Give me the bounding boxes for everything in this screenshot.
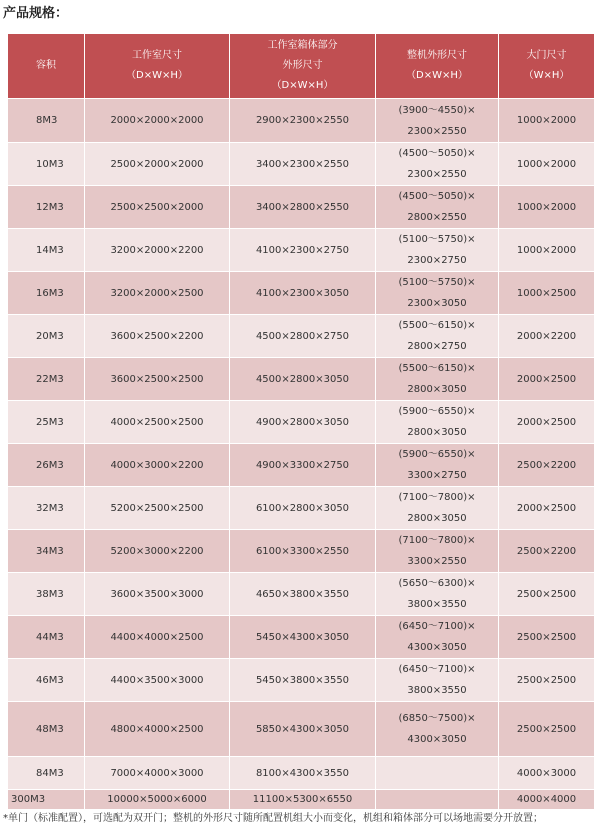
cell-capacity: 46M3 — [8, 659, 85, 702]
cell-work-size: 3600×2500×2500 — [85, 358, 230, 401]
table-row — [8, 444, 595, 487]
cell-box-size: 4650×3800×3550 — [230, 573, 376, 616]
cell-door-size: 2000×2200 — [499, 315, 595, 358]
cell-box-size: 5450×4300×3050 — [230, 616, 376, 659]
cell-box-size: 4900×2800×3050 — [230, 401, 376, 444]
cell-work-size: 3600×2500×2200 — [85, 315, 230, 358]
cell-door-size: 2500×2500 — [499, 702, 595, 757]
cell-whole-size: (5100～5750)× 2300×3050 — [376, 272, 499, 315]
cell-work-size: 3200×2000×2500 — [85, 272, 230, 315]
cell-door-size: 1000×2000 — [499, 229, 595, 272]
cell-door-size: 2000×2500 — [499, 358, 595, 401]
header-capacity: 容积 — [8, 34, 85, 99]
cell-capacity: 44M3 — [8, 616, 85, 659]
header-box-size: 工作室箱体部分 外形尺寸 （D×W×H） — [230, 34, 376, 99]
cell-box-size: 4900×3300×2750 — [230, 444, 376, 487]
cell-capacity: 12M3 — [8, 186, 85, 229]
cell-door-size: 2500×2500 — [499, 659, 595, 702]
cell-capacity: 34M3 — [8, 530, 85, 573]
table-row — [8, 401, 595, 444]
page-title: 产品规格： — [3, 6, 69, 21]
cell-door-size: 1000×2500 — [499, 272, 595, 315]
cell-door-size: 2500×2200 — [499, 530, 595, 573]
cell-whole-size: (5100～5750)× 2300×2750 — [376, 229, 499, 272]
cell-work-size: 4000×3000×2200 — [85, 444, 230, 487]
cell-capacity: 16M3 — [8, 272, 85, 315]
cell-capacity: 300M3 — [8, 790, 85, 810]
table-row — [8, 757, 595, 790]
cell-box-size: 5850×4300×3050 — [230, 702, 376, 757]
cell-capacity: 84M3 — [8, 757, 85, 790]
cell-work-size: 5200×2500×2500 — [85, 487, 230, 530]
cell-capacity: 20M3 — [8, 315, 85, 358]
cell-work-size: 4400×3500×3000 — [85, 659, 230, 702]
cell-whole-size: (5650～6300)× 3800×3550 — [376, 573, 499, 616]
cell-whole-size: (5900～6550)× 3300×2750 — [376, 444, 499, 487]
cell-box-size: 6100×2800×3050 — [230, 487, 376, 530]
cell-door-size: 2000×2500 — [499, 401, 595, 444]
cell-door-size: 2500×2500 — [499, 573, 595, 616]
table-row — [8, 186, 595, 229]
cell-capacity: 26M3 — [8, 444, 85, 487]
cell-capacity: 25M3 — [8, 401, 85, 444]
cell-work-size: 2500×2500×2000 — [85, 186, 230, 229]
spec-table — [7, 33, 595, 810]
cell-capacity: 14M3 — [8, 229, 85, 272]
cell-door-size: 1000×2000 — [499, 186, 595, 229]
header-whole-size: 整机外形尺寸 （D×W×H） — [376, 34, 499, 99]
cell-capacity: 22M3 — [8, 358, 85, 401]
header-work-size: 工作室尺寸 （D×W×H） — [85, 34, 230, 99]
cell-capacity: 10M3 — [8, 143, 85, 186]
cell-work-size: 10000×5000×6000 — [85, 790, 230, 810]
cell-whole-size: (5500～6150)× 2800×3050 — [376, 358, 499, 401]
table-row — [8, 616, 595, 659]
table-row — [8, 530, 595, 573]
cell-whole-size: (5900～6550)× 2800×3050 — [376, 401, 499, 444]
cell-box-size: 8100×4300×3550 — [230, 757, 376, 790]
cell-whole-size: (4500～5050)× 2300×2550 — [376, 143, 499, 186]
cell-capacity: 8M3 — [8, 99, 85, 143]
table-row — [8, 272, 595, 315]
cell-door-size: 2000×2500 — [499, 487, 595, 530]
header-row — [8, 34, 595, 99]
table-body — [8, 99, 595, 810]
table-row — [8, 99, 595, 143]
cell-capacity: 38M3 — [8, 573, 85, 616]
cell-box-size: 4100×2300×3050 — [230, 272, 376, 315]
table-row — [8, 702, 595, 757]
table-row — [8, 143, 595, 186]
table-row — [8, 487, 595, 530]
cell-work-size: 4800×4000×2500 — [85, 702, 230, 757]
table-row — [8, 659, 595, 702]
cell-work-size: 4000×2500×2500 — [85, 401, 230, 444]
cell-door-size: 2500×2200 — [499, 444, 595, 487]
cell-box-size: 2900×2300×2550 — [230, 99, 376, 143]
cell-door-size: 2500×2500 — [499, 616, 595, 659]
table-row — [8, 790, 595, 810]
cell-whole-size — [376, 757, 499, 790]
cell-work-size: 3600×3500×3000 — [85, 573, 230, 616]
cell-whole-size: (3900～4550)× 2300×2550 — [376, 99, 499, 143]
cell-box-size: 5450×3800×3550 — [230, 659, 376, 702]
cell-box-size: 4100×2300×2750 — [230, 229, 376, 272]
cell-capacity: 32M3 — [8, 487, 85, 530]
cell-work-size: 2000×2000×2000 — [85, 99, 230, 143]
cell-whole-size: (7100～7800)× 2800×3050 — [376, 487, 499, 530]
cell-work-size: 3200×2000×2200 — [85, 229, 230, 272]
cell-door-size: 4000×4000 — [499, 790, 595, 810]
cell-box-size: 6100×3300×2550 — [230, 530, 376, 573]
cell-work-size: 4400×4000×2500 — [85, 616, 230, 659]
cell-whole-size: (6450～7100)× 3800×3550 — [376, 659, 499, 702]
header-door-size: 大门尺寸 （W×H） — [499, 34, 595, 99]
cell-work-size: 7000×4000×3000 — [85, 757, 230, 790]
cell-box-size: 4500×2800×2750 — [230, 315, 376, 358]
cell-box-size: 4500×2800×3050 — [230, 358, 376, 401]
cell-box-size: 3400×2300×2550 — [230, 143, 376, 186]
cell-whole-size: (7100～7800)× 3300×2550 — [376, 530, 499, 573]
cell-work-size: 2500×2000×2000 — [85, 143, 230, 186]
table-row — [8, 315, 595, 358]
cell-capacity: 48M3 — [8, 702, 85, 757]
footnote: *单门（标准配置），可选配为双开门；整机的外形尺寸随所配置机组大小而变化，机组和箱体部分可以场地需要分开放置； — [3, 813, 543, 824]
cell-door-size: 4000×3000 — [499, 757, 595, 790]
cell-whole-size: (4500～5050)× 2800×2550 — [376, 186, 499, 229]
table-row — [8, 358, 595, 401]
table-row — [8, 573, 595, 616]
cell-work-size: 5200×3000×2200 — [85, 530, 230, 573]
cell-whole-size: (5500～6150)× 2800×2750 — [376, 315, 499, 358]
table-row — [8, 229, 595, 272]
cell-box-size: 3400×2800×2550 — [230, 186, 376, 229]
cell-door-size: 1000×2000 — [499, 143, 595, 186]
cell-whole-size: (6850～7500)× 4300×3050 — [376, 702, 499, 757]
cell-whole-size: (6450～7100)× 4300×3050 — [376, 616, 499, 659]
cell-whole-size — [376, 790, 499, 810]
cell-box-size: 11100×5300×6550 — [230, 790, 376, 810]
cell-door-size: 1000×2000 — [499, 99, 595, 143]
